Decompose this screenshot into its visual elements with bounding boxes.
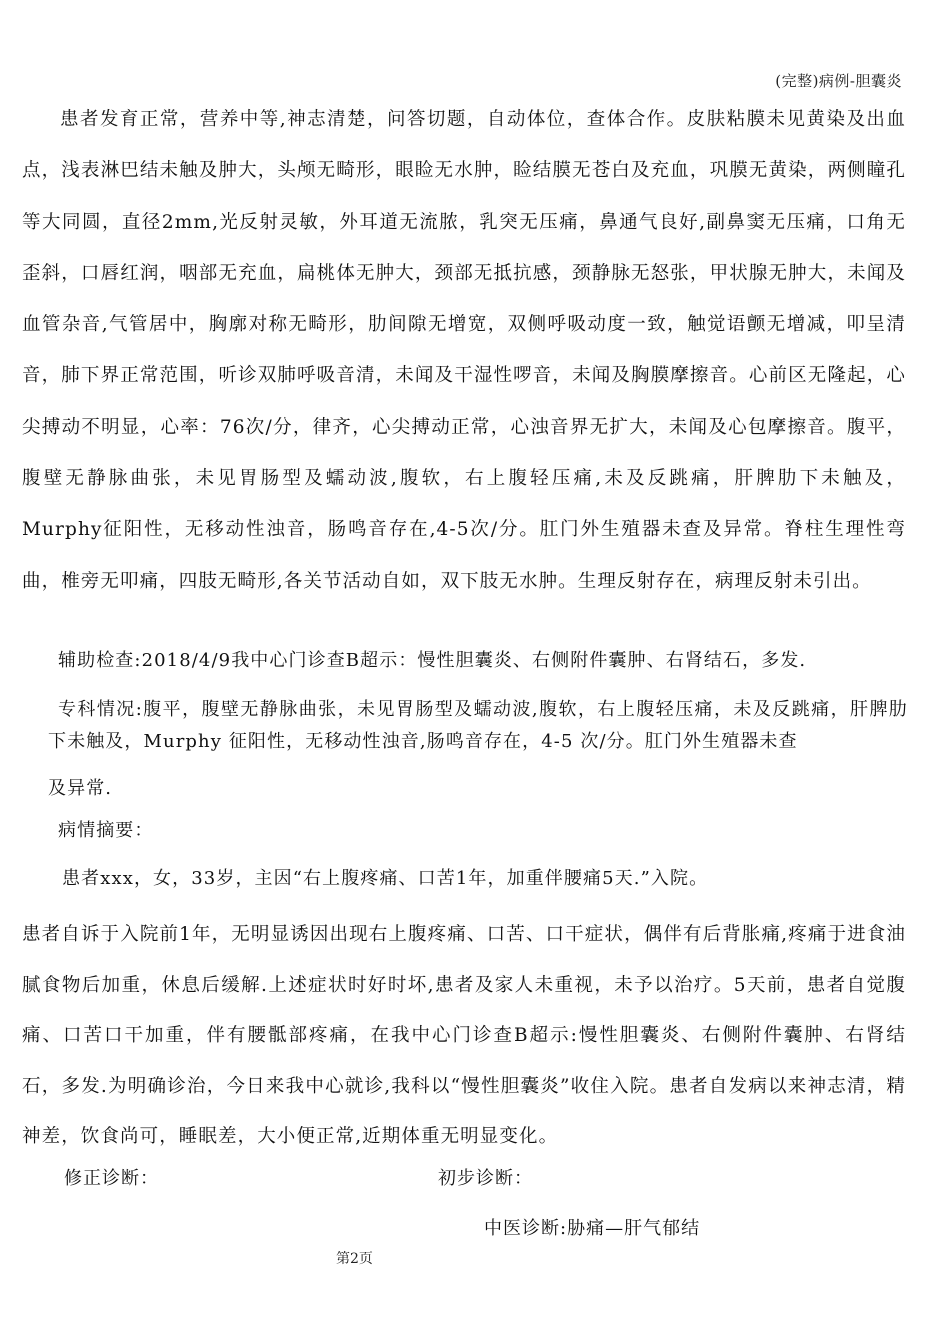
specialty-status-paragraph: 专科情况:腹平，腹壁无静脉曲张，未见胃肠型及蠕动波,腹软，右上腹轻压痛，未及反跳痛，肝脾肋下未触及，Murphy 征阳性，无移动性浊音,肠鸣音存在，4-5 次/分。肛门外生殖器未查 <box>48 699 908 752</box>
specialty-status-tail: 及异常. <box>48 778 113 799</box>
physical-exam-paragraph: 患者发育正常，营养中等,神志清楚，问答切题，自动体位，查体合作。皮肤粘膜未见黄染及出血点，浅表淋巴结未触及肿大，头颅无畸形，眼睑无水肿，睑结膜无苍白及充血，巩膜无黄染，两侧瞳孔等大同圆，直径2mm,光反射灵敏，外耳道无流脓，乳突无压痛，鼻通气良好,副鼻窦无压痛，口角无歪斜，口唇红润，咽部无充血，扁桃体无肿大，颈部无抵抗感，颈静脉无怒张，甲状腺无肿大，未闻及血管杂音,气管居中，胸廓对称无畸形，肋间隙无增宽，双侧呼吸动度一致，触觉语颤无增减，叩呈清音，肺下界正常范围，听诊双肺呼吸音清，未闻及干湿性啰音，未闻及胸膜摩擦音。心前区无隆起，心尖搏动不明显，心率：76次/分，律齐，心尖搏动正常，心浊音界无扩大，未闻及心包摩擦音。腹平，腹壁无静脉曲张，未见胃肠型及蠕动波,腹软，右上腹轻压痛,未及反跳痛，肝脾肋下未触及， Murphy征阳性，无移动性浊音，肠鸣音存在,4-5次/分。肛门外生殖器未查及异常。脊柱生理性弯曲，椎旁无叩痛，四肢无畸形,各关节活动自如，双下肢无水肿。生理反射存在，病理反射未引出。 <box>22 109 906 592</box>
auxiliary-exam-paragraph: 辅助检查:2018/4/9我中心门诊查B超示：慢性胆囊炎、右侧附件囊肿、右肾结石，多发. <box>58 650 807 671</box>
history-paragraph: 患者自诉于入院前1年，无明显诱因出现右上腹疼痛、口苦、口干症状，偶伴有后背胀痛,疼痛于进食油腻食物后加重，休息后缓解.上述症状时好时坏,患者及家人未重视，未予以治疗。5天前，患者自觉腹痛、口苦口干加重，伴有腰骶部疼痛，在我中心门诊查B超示:慢性胆囊炎、右侧附件囊肿、右肾结石，多发.为明确诊治，今日来我中心就诊,我科以“慢性胆囊炎”收住入院。患者自发病以来神志清，精神差，饮食尚可，睡眠差，大小便正常,近期体重无明显变化。 <box>22 924 906 1147</box>
page-number: 第2页 <box>336 1251 373 1267</box>
tcm-diagnosis: 中医诊断:胁痛—肝气郁结 <box>484 1218 701 1239</box>
revised-diagnosis-label: 修正诊断： <box>64 1168 159 1189</box>
initial-diagnosis-label: 初步诊断： <box>438 1168 533 1189</box>
page-header-title: (完整)病例-胆囊炎 <box>775 72 902 90</box>
patient-intro-paragraph: 患者xxx，女，33岁，主因“右上腹疼痛、口苦1年，加重伴腰痛5天.”入院。 <box>62 868 709 889</box>
summary-heading: 病情摘要： <box>58 820 154 841</box>
